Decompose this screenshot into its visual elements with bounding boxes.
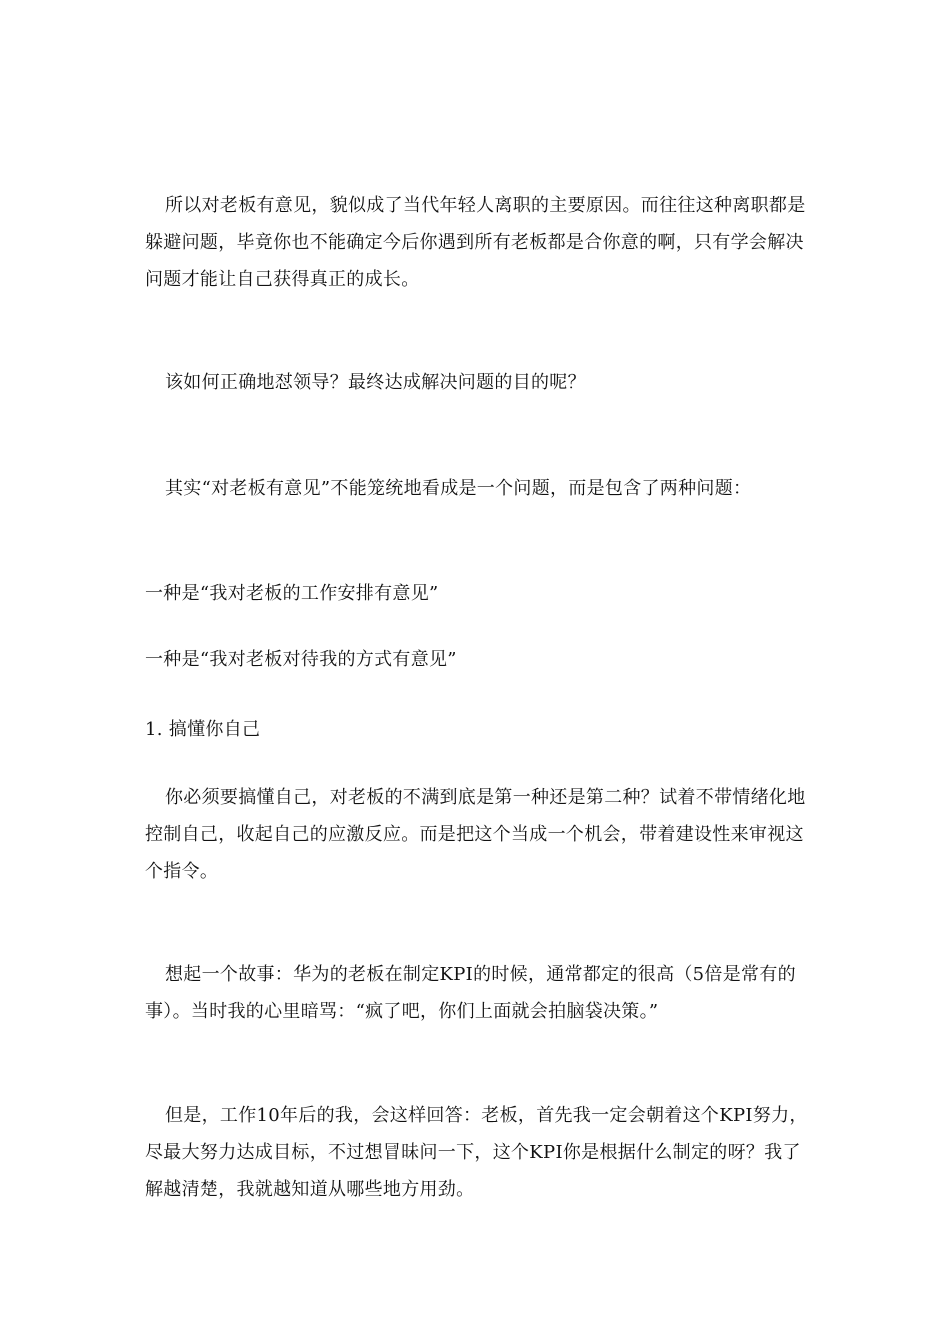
paragraph-problem-one: 一种是“我对老板的工作安排有意见” — [145, 583, 439, 604]
paragraph-resignation-reason: 所以对老板有意见，貌似成了当代年轻人离职的主要原因。而往往这种离职都是躲避问题，毕竟你也不能确定今后你遇到所有老板都是合你意的啊，只有学会解决问题才能让自己获得真正的成长。 — [145, 195, 806, 290]
paragraph-two-problems: 其实“对老板有意见”不能笼统地看成是一个问题，而是包含了两种问题： — [165, 478, 752, 499]
paragraph-understand-yourself: 你必须要搞懂自己，对老板的不满到底是第一种还是第二种？试着不带情绪化地控制自己，收起自己的应激反应。而是把这个当成一个机会，带着建设性来审视这个指令。 — [145, 787, 806, 882]
section-heading-understand-yourself: 1. 搞懂你自己 — [145, 719, 261, 740]
paragraph-question: 该如何正确地怼领导？最终达成解决问题的目的呢？ — [165, 372, 586, 393]
paragraph-huawei-story: 想起一个故事：华为的老板在制定KPI的时候，通常都定的很高（5倍是常有的事）。当时我的心里暗骂：“疯了吧，你们上面就会拍脑袋决策。” — [145, 964, 796, 1022]
paragraph-problem-two: 一种是“我对老板对待我的方式有意见” — [145, 649, 457, 670]
paragraph-ten-years-later: 但是，工作10年后的我，会这样回答：老板，首先我一定会朝着这个KPI努力，尽最大努力达成目标，不过想冒昧问一下，这个KPI你是根据什么制定的呀？我了解越清楚，我就越知道从哪些地方用劲。 — [145, 1105, 808, 1200]
